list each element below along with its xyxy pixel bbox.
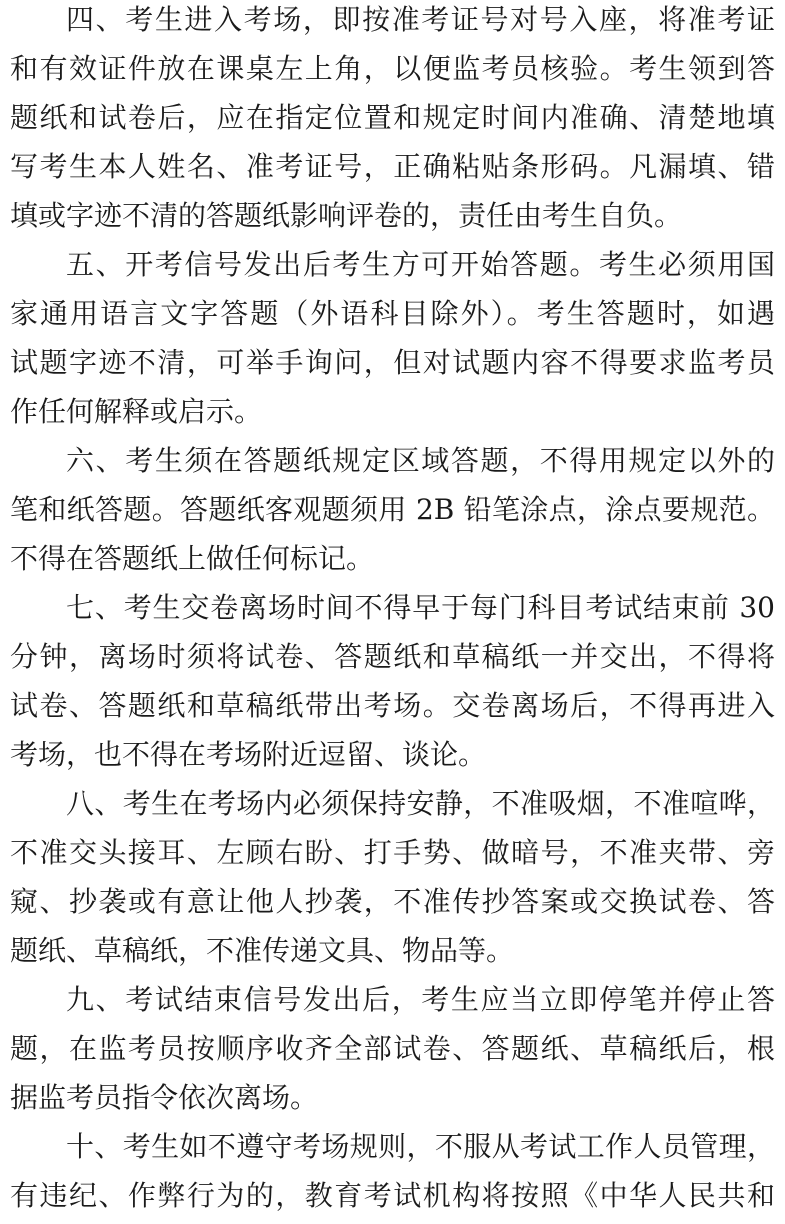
text-line: 家通用语言文字答题（外语科目除外）。考生答题时，如遇	[10, 297, 775, 330]
paragraph-rule-4	[10, 0, 775, 240]
text-line: 有违纪、作弊行为的，教育考试机构将按照《中华人民共和	[10, 1179, 775, 1212]
text-line: 分钟，离场时须将试卷、答题纸和草稿纸一并交出，不得将	[10, 640, 775, 673]
text-line: 题纸和试卷后，应在指定位置和规定时间内准确、清楚地填	[10, 101, 775, 134]
text-line: 十、考生如不遵守考场规则，不服从考试工作人员管理，	[66, 1130, 775, 1163]
text-line: 试题字迹不清，可举手询问，但对试题内容不得要求监考员	[10, 346, 775, 379]
text-line: 窥、抄袭或有意让他人抄袭，不准传抄答案或交换试卷、答	[10, 885, 775, 918]
paragraph-rule-7	[10, 583, 775, 779]
text-line: 六、考生须在答题纸规定区域答题，不得用规定以外的	[66, 444, 775, 477]
paragraph-rule-5	[10, 240, 775, 436]
text-line: 不准交头接耳、左顾右盼、打手势、做暗号，不准夹带、旁	[10, 836, 775, 869]
text-line: 笔和纸答题。答题纸客观题须用 2B 铅笔涂点，涂点要规范。	[10, 493, 775, 526]
text-line: 考场，也不得在考场附近逗留、谈论。	[10, 738, 487, 771]
text-line: 和有效证件放在课桌左上角，以便监考员核验。考生领到答	[10, 52, 775, 85]
text-line: 七、考生交卷离场时间不得早于每门科目考试结束前 30	[66, 591, 775, 624]
text-line: 题，在监考员按顺序收齐全部试卷、答题纸、草稿纸后，根	[10, 1032, 775, 1065]
paragraph-rule-8	[10, 779, 775, 975]
text-line: 五、开考信号发出后考生方可开始答题。考生必须用国	[66, 248, 775, 281]
paragraph-rule-6	[10, 436, 775, 583]
text-line: 写考生本人姓名、准考证号，正确粘贴条形码。凡漏填、错	[10, 150, 775, 183]
text-line: 填或字迹不清的答题纸影响评卷的，责任由考生自负。	[10, 199, 683, 232]
paragraph-rule-9	[10, 975, 775, 1122]
paragraph-rule-10	[10, 1122, 775, 1220]
text-line: 不得在答题纸上做任何标记。	[10, 542, 375, 575]
text-line: 四、考生进入考场，即按准考证号对号入座，将准考证	[66, 3, 775, 36]
text-line: 八、考生在考场内必须保持安静，不准吸烟，不准喧哗，	[66, 787, 775, 820]
text-line: 据监考员指令依次离场。	[10, 1081, 319, 1114]
text-line: 题纸、草稿纸，不准传递文具、物品等。	[10, 934, 515, 967]
text-line: 试卷、答题纸和草稿纸带出考场。交卷离场后，不得再进入	[10, 689, 775, 722]
text-line: 九、考试结束信号发出后，考生应当立即停笔并停止答	[66, 983, 775, 1016]
text-line: 作任何解释或启示。	[10, 395, 263, 428]
